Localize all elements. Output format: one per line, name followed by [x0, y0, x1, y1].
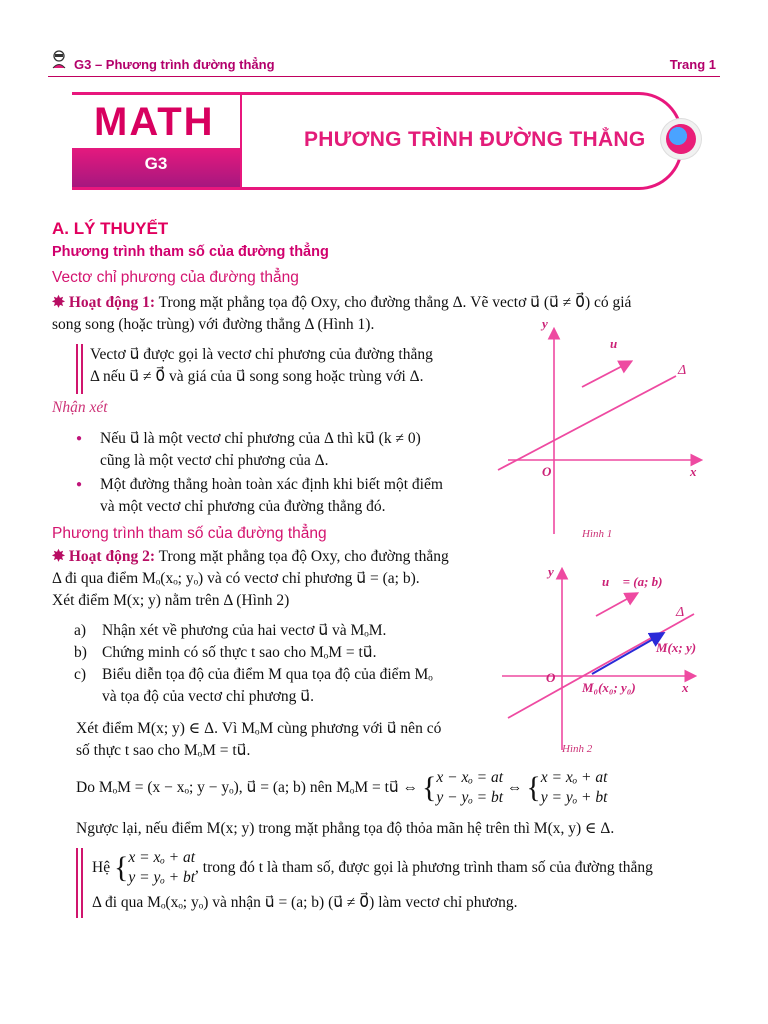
paragraph-consider-point [76, 718, 496, 762]
activity-2-line2: Δ đi qua điểm Mₒ(xₒ; yₒ) và có vectơ chỉ phương u⃗ = (a; b). [52, 570, 420, 587]
task-label: c) [74, 666, 87, 683]
topic-title-direction-vector: Vectơ chỉ phương của đường thẳng [52, 269, 299, 286]
activity-2-line1: Trong mặt phẳng tọa độ Oxy, cho đường thẳng [158, 548, 449, 565]
figure-2 [498, 560, 724, 760]
activity-2 [52, 546, 492, 612]
definition2-eq2: y = yₒ + bt [128, 869, 196, 886]
list-item [74, 620, 484, 642]
fig1-u-label: u⃗ [610, 336, 628, 351]
math-logo [72, 92, 242, 187]
system1-eq2: y − yₒ = bt [436, 789, 504, 806]
converse-statement: Ngược lại, nếu điểm M(x; y) trong mặt phẳng tọa độ thỏa mãn hệ trên thì M(x, y) ∈ Δ. [76, 820, 615, 837]
topic-title-parametric: Phương trình tham số của đường thẳng [52, 525, 327, 542]
fig2-x-label: x [682, 680, 689, 695]
fig2-line-delta [508, 614, 697, 718]
definition-line1: Vectơ u⃗ được gọi là vectơ chỉ phương của đường thẳng [90, 346, 433, 363]
paragraph-line: số thực t sao cho MₒM = tu⃗. [76, 742, 251, 759]
grade-label: G3 [144, 154, 168, 173]
task-text: và tọa độ của vectơ chỉ phương u⃗. [102, 688, 314, 705]
activity-1-label: ✸ Hoạt động 1: [52, 294, 155, 311]
system2-eq2: y = yₒ + bt [540, 789, 608, 806]
definition-line2: Δ nếu u⃗ ≠ 0⃗ và giá của u⃗ song song hoặc trùng với Δ. [90, 368, 424, 385]
derivation: Do MₒM = (x − xₒ; y − yₒ), u⃗ = (a; b) nên MₒM = tu⃗ ⇔ {x − xₒ = at y − yₒ = bt ⇔ {x = xₒ + at y = yₒ + bt [76, 769, 608, 806]
header-divider [48, 76, 720, 77]
task-label: a) [74, 622, 87, 639]
fig1-x-label: x [690, 464, 697, 479]
fig2-delta-label: Δ [676, 605, 685, 620]
definition-bar [76, 344, 78, 394]
paragraph-line: Xét điểm M(x; y) ∈ Δ. Vì MₒM cùng phương với u⃗ nên có [76, 720, 442, 737]
fig2-origin-label: O [546, 670, 556, 685]
logo-text: MATH [94, 100, 215, 144]
task-text: Biểu diễn tọa độ của điểm M qua tọa độ của điểm Mₒ [102, 666, 433, 683]
definition2-eq1: x = xₒ + at [128, 849, 196, 866]
figure-1 [490, 312, 718, 542]
header-icon [50, 49, 68, 69]
list-item [74, 642, 484, 664]
definition-direction-vector [90, 344, 490, 388]
decorative-ball-icon [666, 124, 696, 154]
fig2-vector-u [596, 594, 636, 616]
list-item-line: ● Nếu u⃗ là một vectơ chỉ phương của Δ thì ku⃗ (k ≠ 0) [100, 430, 421, 447]
definition2-prefix: Hệ [92, 859, 111, 876]
definition-bar [81, 344, 83, 394]
list-item-line: cũng là một vectơ chỉ phương của Δ. [100, 452, 329, 469]
derivation-prefix: Do MₒM = (x − xₒ; y − yₒ), u⃗ = (a; b) nên MₒM = tu⃗ ⇔ [76, 779, 419, 796]
task-text: Nhận xét về phương của hai vectơ u⃗ và MₒM. [102, 622, 387, 639]
remark-label: Nhận xét [52, 399, 108, 416]
definition-parametric-equation: Hệ {x = xₒ + at y = yₒ + bt, trong đó t là tham số, được gọi là phương trình tham số của đường thẳng Δ đi qua Mₒ(xₒ; yₒ) và nhận u⃗ = (a; b) (u⃗ ≠ 0⃗) làm vectơ chỉ phương. [92, 848, 732, 914]
list-item [70, 428, 490, 472]
task-label: b) [74, 644, 87, 661]
definition-bar [81, 848, 83, 918]
system1-eq1: x − xₒ = at [436, 769, 504, 786]
task-text: Chứng minh có số thực t sao cho MₒM = tu⃗. [102, 644, 377, 661]
list-item [74, 664, 484, 708]
activity-1-line1: Trong mặt phẳng tọa độ Oxy, cho đường thẳng Δ. Vẽ vectơ u⃗ (u⃗ ≠ 0⃗) có giá [158, 294, 632, 311]
fig2-caption: Hình 2 [562, 743, 593, 755]
section-heading: A. LÝ THUYẾT [52, 219, 169, 238]
page-title: PHƯƠNG TRÌNH ĐƯỜNG THẲNG [304, 128, 646, 151]
fig2-vector-m0m [592, 634, 662, 674]
fig1-delta-label: Δ [678, 363, 687, 378]
title-banner [72, 92, 684, 188]
remark-list [70, 428, 490, 518]
definition-bar [76, 848, 78, 918]
activity-1-line2: song song (hoặc trùng) với đường thẳng Δ (Hình 1). [52, 316, 375, 333]
definition2-line2: Δ đi qua Mₒ(xₒ; yₒ) và nhận u⃗ = (a; b) (u⃗ ≠ 0⃗) làm vectơ chỉ phương. [92, 894, 518, 911]
fig2-m-label: M(x; y) [656, 640, 697, 655]
task-list [74, 620, 484, 708]
fig2-u-label: u⃗ = (a; b) [602, 574, 663, 589]
header-title: G3 – Phương trình đường thẳng [74, 57, 275, 72]
subsection-title: Phương trình tham số của đường thẳng [52, 244, 329, 260]
fig2-m0-label: M₀(x₀; y₀) [582, 680, 636, 695]
fig2-y-label: y [548, 564, 554, 579]
list-item-line: ● Một đường thẳng hoàn toàn xác định khi biết một điểm [100, 476, 443, 493]
page-number: Trang 1 [669, 57, 716, 72]
fig1-y-label: y [542, 316, 548, 331]
list-item [70, 474, 490, 518]
activity-2-line3: Xét điểm M(x; y) nằm trên Δ (Hình 2) [52, 592, 290, 609]
system2-eq1: x = xₒ + at [540, 769, 608, 786]
activity-2-label: ✸ Hoạt động 2: [52, 548, 155, 565]
equivalence-symbol: ⇔ [506, 779, 523, 796]
list-item-line: và một vectơ chỉ phương của đường thẳng đó. [100, 498, 386, 515]
definition2-suffix: , trong đó t là tham số, được gọi là phương trình tham số của đường thẳng [195, 859, 653, 876]
fig1-origin-label: O [542, 464, 552, 479]
fig1-caption: Hình 1 [582, 528, 613, 540]
